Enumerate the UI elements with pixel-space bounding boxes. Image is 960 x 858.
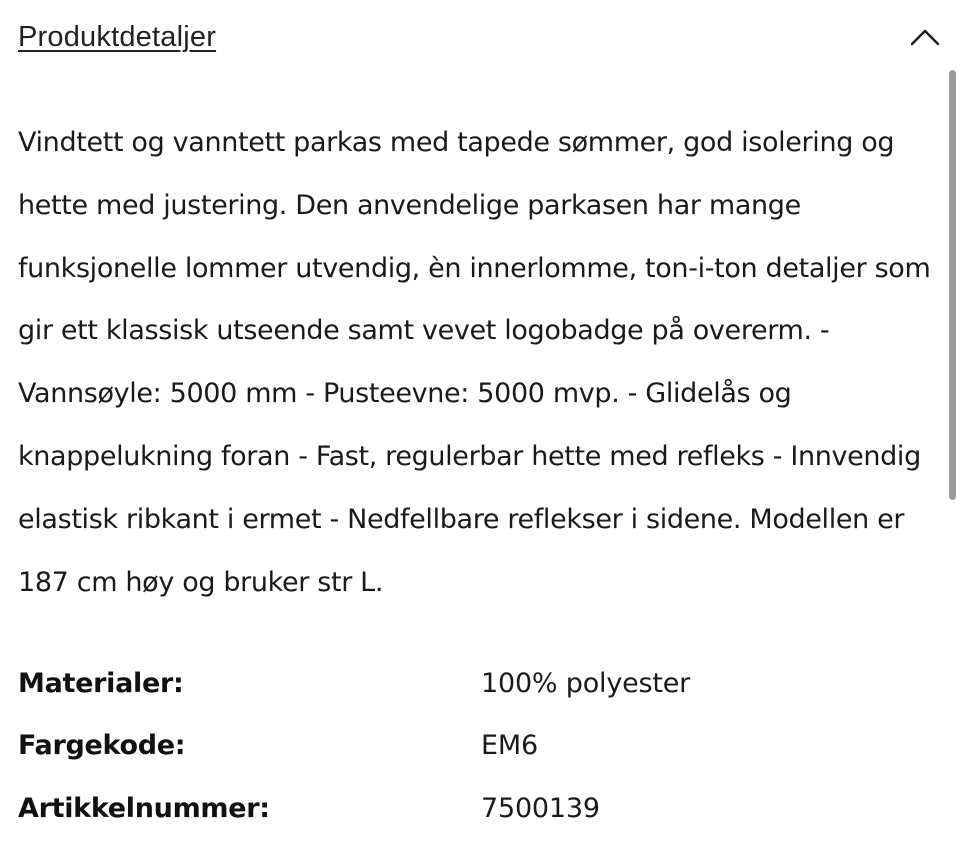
product-description: Vindtett og vanntett parkas med tapede sømmer, god isolering og hette med justering. Den anvendelige parkasen har mange funksjonelle lommer utvendig, èn innerlomme, ton-i-ton detaljer som gir ett klassisk utseende samt vevet logobadge på overerm. - Vannsøyle: 5000 mm - Pusteevne: 5000 mvp. - Glidelås og knappelukning foran - Fast, regulerbar hette med refleks - Innvendig elastisk ribkant i ermet - Nedfellbare reflekser i sidene. Modellen er 187 cm høy og bruker str L. <box>18 127 931 598</box>
spec-value: EM6 <box>481 730 538 762</box>
spec-label: Materialer: <box>18 667 184 699</box>
accordion-header[interactable] <box>18 14 942 60</box>
spec-label: Fargekode: <box>18 730 186 762</box>
scrollbar[interactable] <box>949 70 956 500</box>
spec-row-color-code <box>18 715 938 778</box>
spec-label: Artikkelnummer: <box>18 792 270 824</box>
spec-value: 7500139 <box>481 792 600 824</box>
product-specs <box>18 652 938 840</box>
accordion-title[interactable]: Produktdetaljer <box>18 20 217 53</box>
chevron-up-icon[interactable] <box>910 27 940 47</box>
spec-value: 100% polyester <box>481 667 691 699</box>
accordion-content <box>18 112 938 614</box>
spec-row-article-number <box>18 777 938 840</box>
spec-row-materials <box>18 652 938 715</box>
